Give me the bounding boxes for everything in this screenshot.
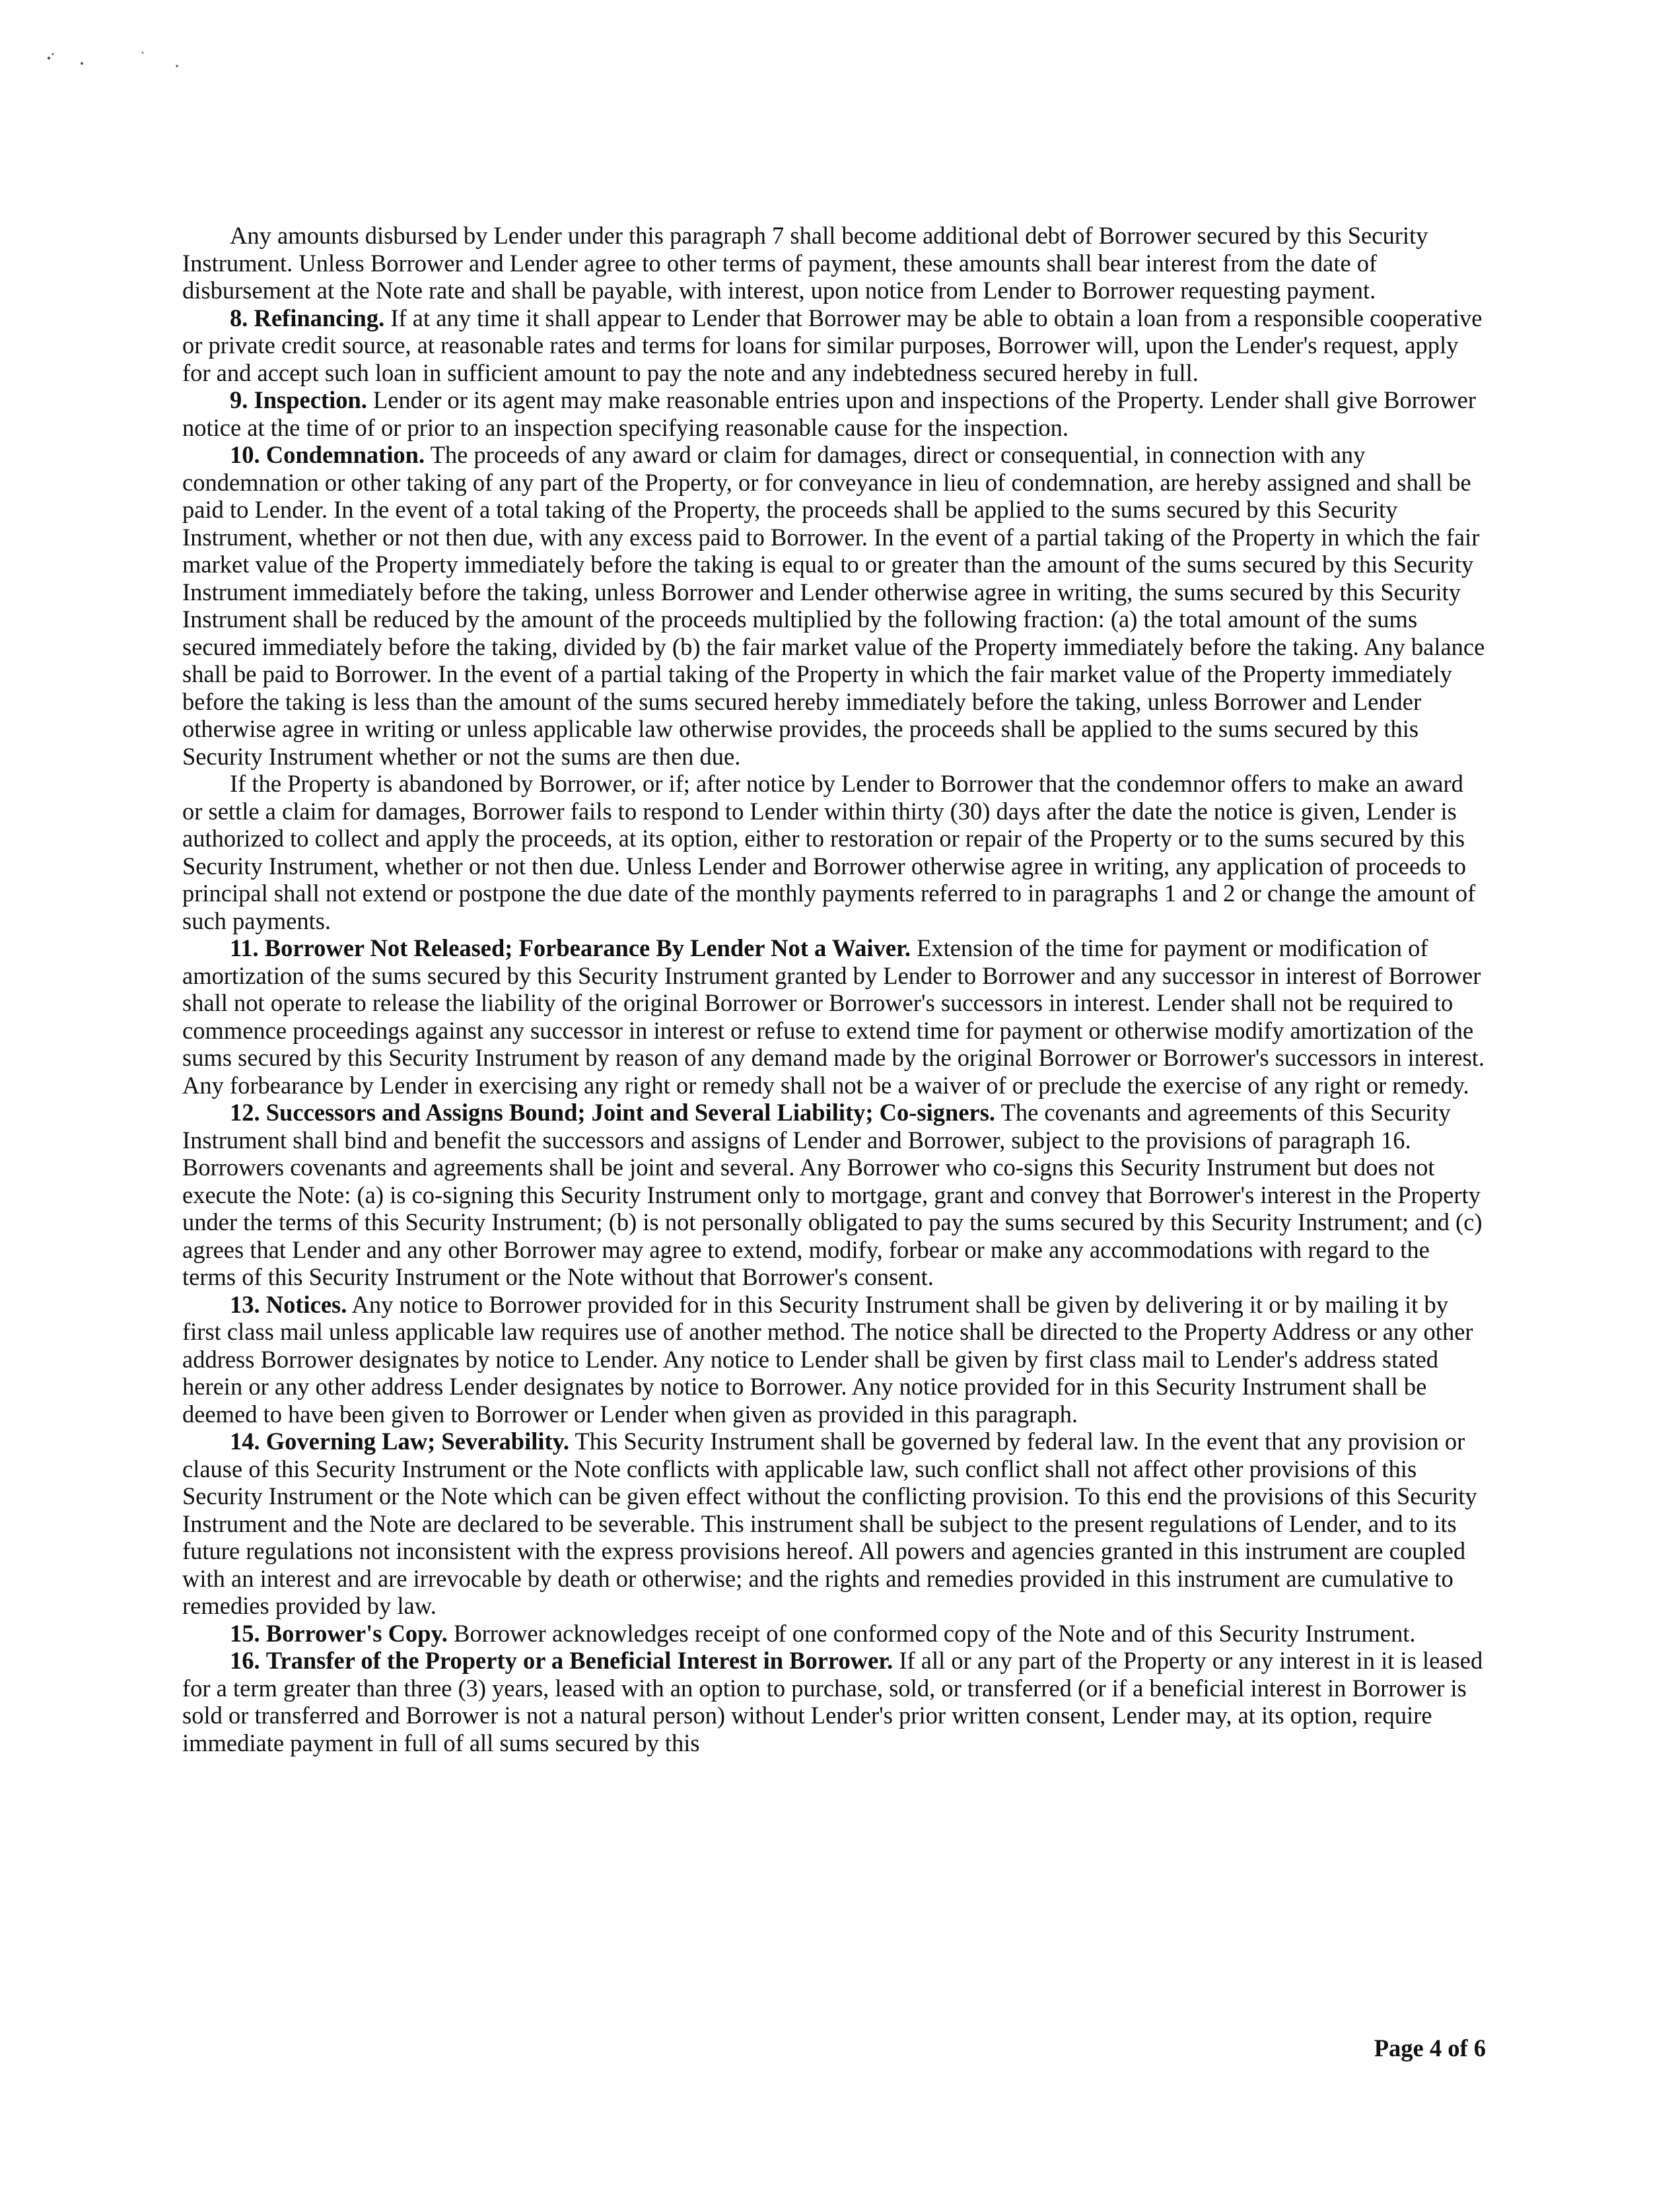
paragraph-number: 16. [230, 1647, 260, 1674]
paragraph-text: Extension of the time for payment or modification of amortization of the sums secured by this Security Instrument granted by Lender to Borrower and any successor in interest of Borrower shall not operate to release the liability of the original Borrower or Borrower's successors in interest. Lender shall not be required to commence proceedings against any successor in interest or refuse to extend time for payment or otherwise modify amortization of the sums secured by this Security Instrument by reason of any demand made by the original Borrower or Borrower's successors in interest. Any forbearance by Lender in exercising any right or remedy shall not be a waiver of or preclude the exercise of any right or remedy. [182, 934, 1485, 1099]
paragraph-number: 15. [230, 1619, 260, 1647]
page-number: Page 4 of 6 [1374, 2034, 1486, 2062]
paragraph-number: 8. [230, 304, 248, 331]
paragraph-heading: Governing Law; Severability. [265, 1428, 570, 1455]
paragraph-16-transfer-of-property [182, 1647, 1487, 1756]
paragraph-text: The proceeds of any award or claim for damages, direct or consequential, in connection with any condemnation or other taking of any part of the Property, or for conveyance in lieu of condemnation, are hereby assigned and shall be paid to Lender. In the event of a total taking of the Property, the proceeds shall be applied to the sums secured by this Security Instrument, whether or not then due, with any excess paid to Borrower. In the event of a partial taking of the Property in which the fair market value of the Property immediately before the taking is equal to or greater than the amount of the sums secured by this Security Instrument immediately before the taking, unless Borrower and Lender otherwise agree in writing, the sums secured by this Security Instrument shall be reduced by the amount of the proceeds multiplied by the following fraction: (a) the total amount of the sums secured immediately before the taking, divided by (b) the fair market value of the Property immediately before the taking. Any balance shall be paid to Borrower. In the event of a partial taking of the Property in which the fair market value of the Property immediately before the taking is less than the amount of the sums secured hereby immediately before the taking, unless Borrower and Lender otherwise agree in writing or unless applicable law otherwise provides, the proceeds shall be applied to the sums secured by this Security Instrument whether or not the sums are then due. [182, 441, 1485, 770]
paragraph-heading: Borrower Not Released; Forbearance By Lender Not a Waiver. [264, 934, 911, 961]
document-body [182, 222, 1487, 1756]
paragraph-11-borrower-not-released [182, 934, 1487, 1099]
paragraph-heading: Notices. [265, 1290, 347, 1318]
paragraph-text: This Security Instrument shall be governed by federal law. In the event that any provision or clause of this Security Instrument or the Note conflicts with applicable law, such conflict shall not affect other provisions of this Security Instrument or the Note which can be given effect without the conflicting provision. To this end the provisions of this Security Instrument and the Note are declared to be severable. This instrument shall be subject to the present regulations of Lender, and to its future regulations not inconsistent with the express provisions hereof. All powers and agencies granted in this instrument are coupled with an interest and are irrevocable by death or otherwise; and the rights and remedies provided in this instrument are cumulative to remedies provided by law. [182, 1428, 1477, 1619]
paragraph-heading: Condemnation. [265, 441, 425, 468]
paragraph-text: Any amounts disbursed by Lender under this paragraph 7 shall become additional debt of Borrower secured by this Security Instrument. Unless Borrower and Lender agree to other terms of payment, these amounts shall bear interest from the date of disbursement at the Note rate and shall be payable, with interest, upon notice from Lender to Borrower requesting payment. [182, 222, 1428, 304]
paragraph-15-borrowers-copy [182, 1620, 1487, 1648]
paragraph-8-refinancing [182, 304, 1487, 387]
paragraph-number: 14. [230, 1428, 260, 1455]
paragraph-text: Lender or its agent may make reasonable entries upon and inspections of the Property. Lender shall give Borrower notice at the time of or prior to an inspection specifying reasonable cause for the inspection. [182, 386, 1477, 441]
paragraph-text: If the Property is abandoned by Borrower, or if; after notice by Lender to Borrower that the condemnor offers to make an award or settle a claim for damages, Borrower fails to respond to Lender within thirty (30) days after the date the notice is given, Lender is authorized to collect and apply the proceeds, at its option, either to restoration or repair of the Property or to the sums secured by this Security Instrument, whether or not then due. Unless Lender and Borrower otherwise agree in writing, any application of proceeds to principal shall not extend or postpone the due date of the monthly payments referred to in paragraphs 1 and 2 or change the amount of such payments. [182, 770, 1476, 934]
paragraph-text: Any notice to Borrower provided for in this Security Instrument shall be given by delivering it or by mailing it by first class mail unless applicable law requires use of another method. The notice shall be directed to the Property Address or any other address Borrower designates by notice to Lender. Any notice to Lender shall be given by first class mail to Lender's address stated herein or any other address Lender designates by notice to Borrower. Any notice provided for in this Security Instrument shall be deemed to have been given to Borrower or Lender when given as provided in this paragraph. [182, 1290, 1473, 1428]
paragraph-number: 12. [230, 1099, 260, 1126]
paragraph-heading: Refinancing. [254, 304, 385, 331]
paragraph-heading: Borrower's Copy. [265, 1619, 448, 1647]
paragraph-10-abandonment [182, 770, 1487, 934]
paragraph-text: If all or any part of the Property or any interest in it is leased for a term greater than three (3) years, leased with an option to purchase, sold, or transferred (or if a beneficial interest in Borrower is sold or transferred and Borrower is not a natural person) without Lender's prior written consent, Lender may, at its option, require immediate payment in full of all sums secured by this [182, 1647, 1483, 1756]
paragraph-number: 11. [230, 934, 259, 961]
paragraph-7-continued [182, 222, 1487, 304]
paragraph-9-inspection [182, 386, 1487, 441]
paragraph-number: 13. [230, 1290, 260, 1318]
paragraph-12-successors-and-assigns [182, 1099, 1487, 1291]
paragraph-10-condemnation [182, 441, 1487, 770]
paragraph-text: If at any time it shall appear to Lender that Borrower may be able to obtain a loan from a responsible cooperative or private credit source, at reasonable rates and terms for loans for similar purposes, Borrower will, upon the Lender's request, apply for and accept such loan in sufficient amount to pay the note and any indebtedness secured hereby in full. [182, 304, 1483, 386]
paragraph-14-governing-law [182, 1428, 1487, 1620]
paragraph-number: 9. [230, 386, 248, 413]
paragraph-heading: Transfer of the Property or a Beneficial Interest in Borrower. [265, 1647, 893, 1674]
paragraph-text: Borrower acknowledges receipt of one conformed copy of the Note and of this Security Instrument. [453, 1619, 1416, 1647]
paragraph-13-notices [182, 1291, 1487, 1428]
paragraph-heading: Successors and Assigns Bound; Joint and Several Liability; Co-signers. [265, 1099, 996, 1126]
paragraph-text: The covenants and agreements of this Security Instrument shall bind and benefit the successors and assigns of Lender and Borrower, subject to the provisions of paragraph 16. Borrowers covenants and agreements shall be joint and several. Any Borrower who co-signs this Security Instrument but does not execute the Note: (a) is co-signing this Security Instrument only to mortgage, grant and convey that Borrower's interest in the Property under the terms of this Security Instrument; (b) is not personally obligated to pay the sums secured by this Security Instrument; and (c) agrees that Lender and any other Borrower may agree to extend, modify, forbear or make any accommodations with regard to the terms of this Security Instrument or the Note without that Borrower's consent. [182, 1099, 1483, 1290]
scan-artifact-marks [40, 46, 198, 73]
paragraph-heading: Inspection. [254, 386, 367, 413]
paragraph-number: 10. [230, 441, 260, 468]
